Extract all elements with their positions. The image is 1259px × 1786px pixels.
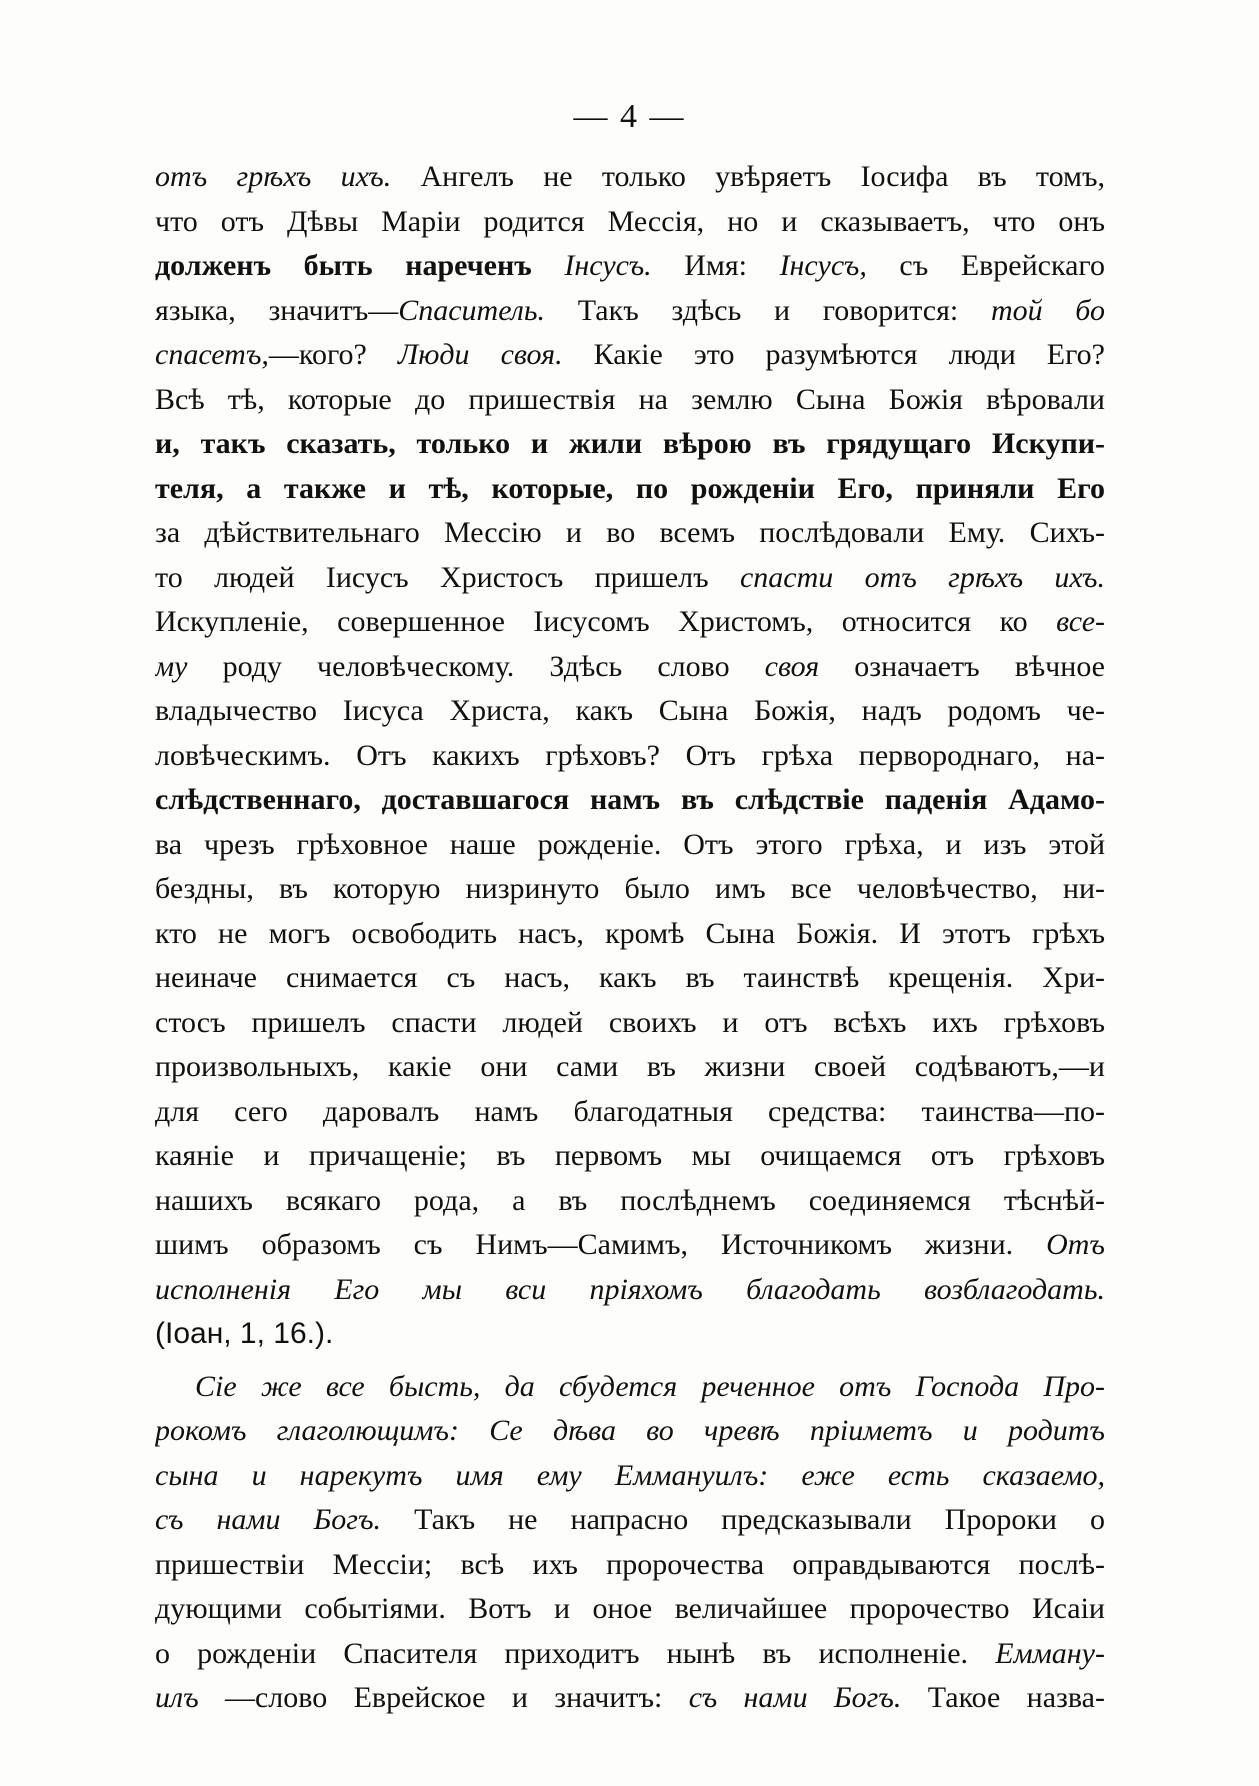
text-line: сына и нарекутъ имя ему Еммануилъ: еже есть сказаемо,	[155, 1458, 1105, 1492]
text-line: нашихъ всякаго рода, а въ послѣднемъ соединяемся тѣснѣй-	[155, 1183, 1105, 1217]
text-line: за дѣйствительнаго Мессію и во всемъ послѣдовали Ему. Сихъ-	[155, 516, 1105, 549]
text-line: Искупленіе, совершенное Іисусомъ Христомъ, относится ко все-	[155, 605, 1105, 638]
text-line: для сего даровалъ намъ благодатныя средства: таинства—по-	[155, 1094, 1105, 1128]
text-line: му роду человѣческому. Здѣсь слово своя означаетъ вѣчное	[155, 649, 1105, 683]
text-line: каяніе и причащеніе; въ первомъ мы очищаемся отъ грѣховъ	[155, 1139, 1105, 1172]
text-line: языка, значитъ—Спаситель. Такъ здѣсь и говорится: той бо	[155, 293, 1105, 327]
text-line: съ нами Богъ. Такъ не напрасно предсказывали Пророки о	[155, 1503, 1105, 1536]
body-text	[155, 155, 1105, 1721]
text-line: кто не могъ освободить насъ, кромѣ Сына Божія. И этотъ грѣхъ	[155, 916, 1105, 950]
text-line: ловѣческимъ. Отъ какихъ грѣховъ? Отъ грѣха первороднаго, на-	[155, 738, 1105, 772]
text-line: теля, а также и тѣ, которые, по рожденіи Его, приняли Его	[155, 471, 1105, 505]
text-line: что отъ Дѣвы Маріи родится Мессія, но и сказываетъ, что онъ	[155, 204, 1105, 238]
text-line: ва чрезъ грѣховное наше рожденіе. Отъ этого грѣха, и изъ этой	[155, 827, 1105, 861]
text-line: и, такъ сказать, только и жили вѣрою въ грядущаго Искупи-	[155, 427, 1105, 460]
text-line: произвольныхъ, какіе они сами въ жизни своей содѣваютъ,—и	[155, 1050, 1105, 1083]
text-line: о рожденіи Спасителя приходитъ нынѣ въ исполненіе. Емману-	[155, 1636, 1105, 1670]
text-line: долженъ быть нареченъ Інсусъ. Имя: Інсусъ, съ Еврейскаго	[155, 249, 1105, 282]
text-line: Сіе же все бысть, да сбудется реченное отъ Господа Про-	[195, 1369, 1105, 1403]
text-line: рокомъ глаголющимъ: Се дѣва во чревѣ пріиметъ и родитъ	[155, 1414, 1105, 1447]
text-line: шимъ образомъ съ Нимъ—Самимъ, Источникомъ жизни. Отъ	[155, 1228, 1105, 1261]
text-line: дующими событіями. Вотъ и оное величайшее пророчество Исаіи	[155, 1592, 1105, 1625]
page-number: — 4 —	[573, 98, 686, 135]
text-line: слѣдственнаго, доставшагося намъ въ слѣдствіе паденія Адамо-	[155, 783, 1105, 816]
text-line: стосъ пришелъ спасти людей своихъ и отъ всѣхъ ихъ грѣховъ	[155, 1005, 1105, 1039]
text-line: исполненія Его мы вси пріяхомъ благодать возблагодать.	[155, 1272, 1105, 1306]
text-line: неиначе снимается съ насъ, какъ въ таинствѣ крещенія. Хри-	[155, 961, 1105, 994]
text-line: Всѣ тѣ, которые до пришествія на землю Сына Божія вѣровали	[155, 382, 1105, 416]
text-line: бездны, въ которую низринуто было имъ все человѣчество, ни-	[155, 872, 1105, 905]
text-line: то людей Іисусъ Христосъ пришелъ спасти отъ грѣхъ ихъ.	[155, 560, 1105, 594]
text-line: отъ грѣхъ ихъ. Ангелъ не только увѣряетъ Іосифа въ томъ,	[155, 160, 1105, 193]
text-line: (Іоан, 1, 16.).	[155, 1317, 334, 1350]
text-line: спасетъ,—кого? Люди своя. Какіе это разумѣются люди Его?	[155, 338, 1105, 371]
text-line: илъ —слово Еврейское и значитъ: съ нами Богъ. Такое назва-	[155, 1681, 1105, 1714]
text-line: пришествіи Мессіи; всѣ ихъ пророчества оправдываются послѣ-	[155, 1547, 1105, 1581]
text-line: владычество Іисуса Христа, какъ Сына Божія, надъ родомъ че-	[155, 694, 1105, 727]
